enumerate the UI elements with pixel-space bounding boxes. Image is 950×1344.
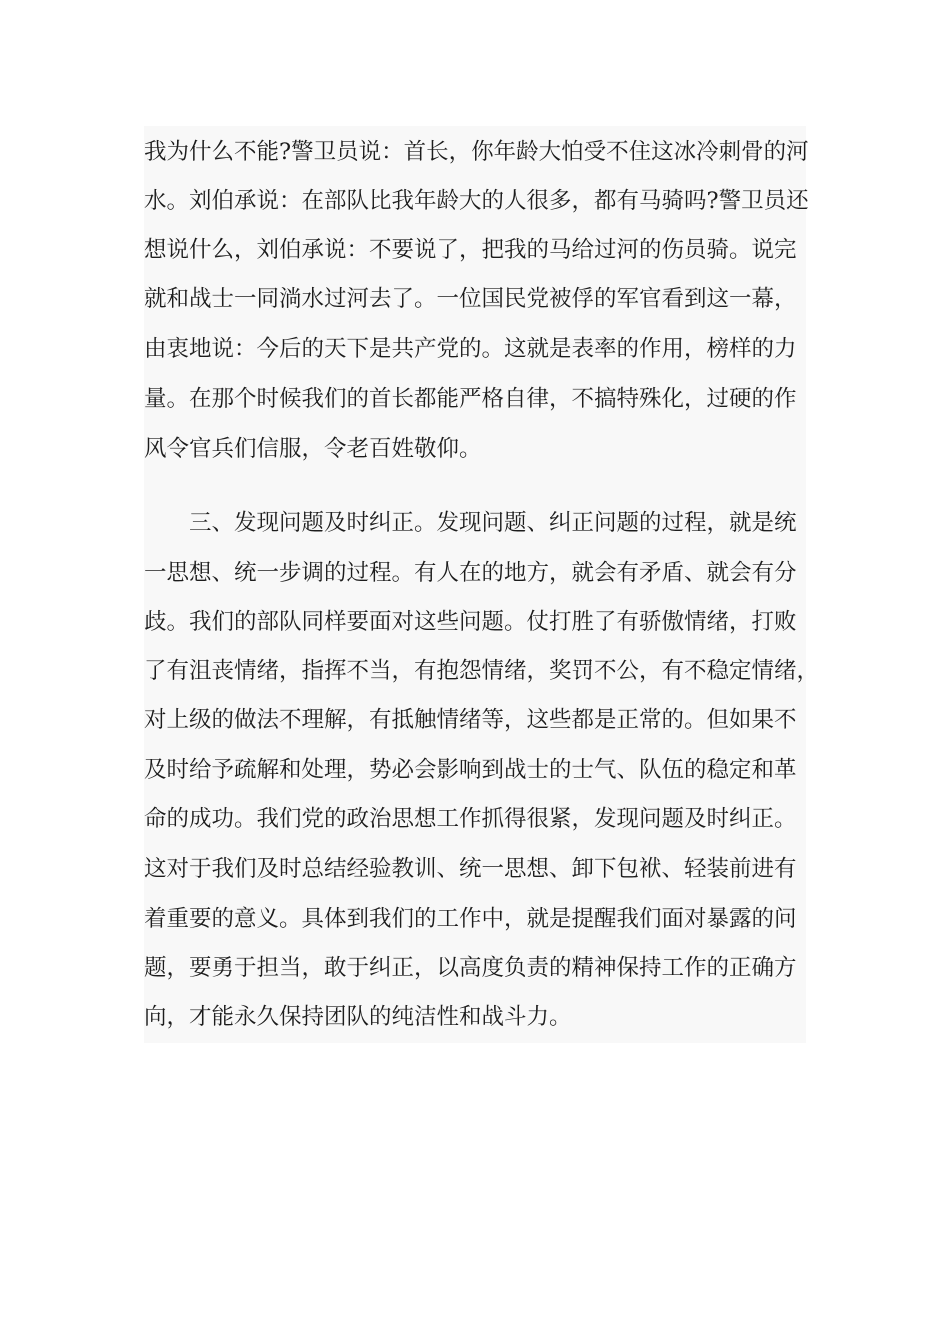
paragraph-2-line-9: 着重要的意义。具体到我们的工作中，就是提醒我们面对暴露的问 — [144, 906, 797, 932]
paragraph-2-line-11: 向，才能永久保持团队的纯洁性和战斗力。 — [144, 1004, 572, 1030]
document-text-block — [144, 126, 820, 1043]
paragraph-2-line-3: 歧。我们的部队同样要面对这些问题。仗打胜了有骄傲情绪，打败 — [144, 609, 797, 635]
paragraph-1-line-2: 水。刘伯承说：在部队比我年龄大的人很多，都有马骑吗?警卫员还 — [144, 188, 809, 214]
paragraph-1-line-4: 就和战士一同淌水过河去了。一位国民党被俘的军官看到这一幕， — [144, 286, 797, 312]
paragraph-2-line-4: 了有沮丧情绪，指挥不当，有抱怨情绪，奖罚不公，有不稳定情绪， — [144, 658, 820, 684]
paragraph-2-line-7: 命的成功。我们党的政治思想工作抓得很紧，发现问题及时纠正。 — [144, 806, 797, 832]
paragraph-2-line-2: 一思想、统一步调的过程。有人在的地方，就会有矛盾、就会有分 — [144, 560, 797, 586]
paragraph-1-line-3: 想说什么，刘伯承说：不要说了，把我的马给过河的伤员骑。说完 — [144, 237, 797, 263]
paragraph-1-line-1: 我为什么不能?警卫员说：首长，你年龄大怕受不住这冰冷刺骨的河 — [144, 139, 809, 165]
paragraph-2-line-1: 三、发现问题及时纠正。发现问题、纠正问题的过程，就是统 — [189, 510, 797, 536]
paragraph-1-line-7: 风令官兵们信服，令老百姓敬仰。 — [144, 436, 482, 462]
paragraph-2-line-10: 题，要勇于担当，敢于纠正，以高度负责的精神保持工作的正确方 — [144, 955, 797, 981]
paragraph-2-line-6: 及时给予疏解和处理，势必会影响到战士的士气、队伍的稳定和革 — [144, 757, 797, 783]
paragraph-1-line-5: 由衷地说：今后的天下是共产党的。这就是表率的作用，榜样的力 — [144, 336, 797, 362]
paragraph-2-line-5: 对上级的做法不理解，有抵触情绪等，这些都是正常的。但如果不 — [144, 707, 797, 733]
paragraph-1-line-6: 量。在那个时候我们的首长都能严格自律，不搞特殊化，过硬的作 — [144, 386, 797, 412]
paragraph-2-line-8: 这对于我们及时总结经验教训、统一思想、卸下包袱、轻装前进有 — [144, 856, 797, 882]
